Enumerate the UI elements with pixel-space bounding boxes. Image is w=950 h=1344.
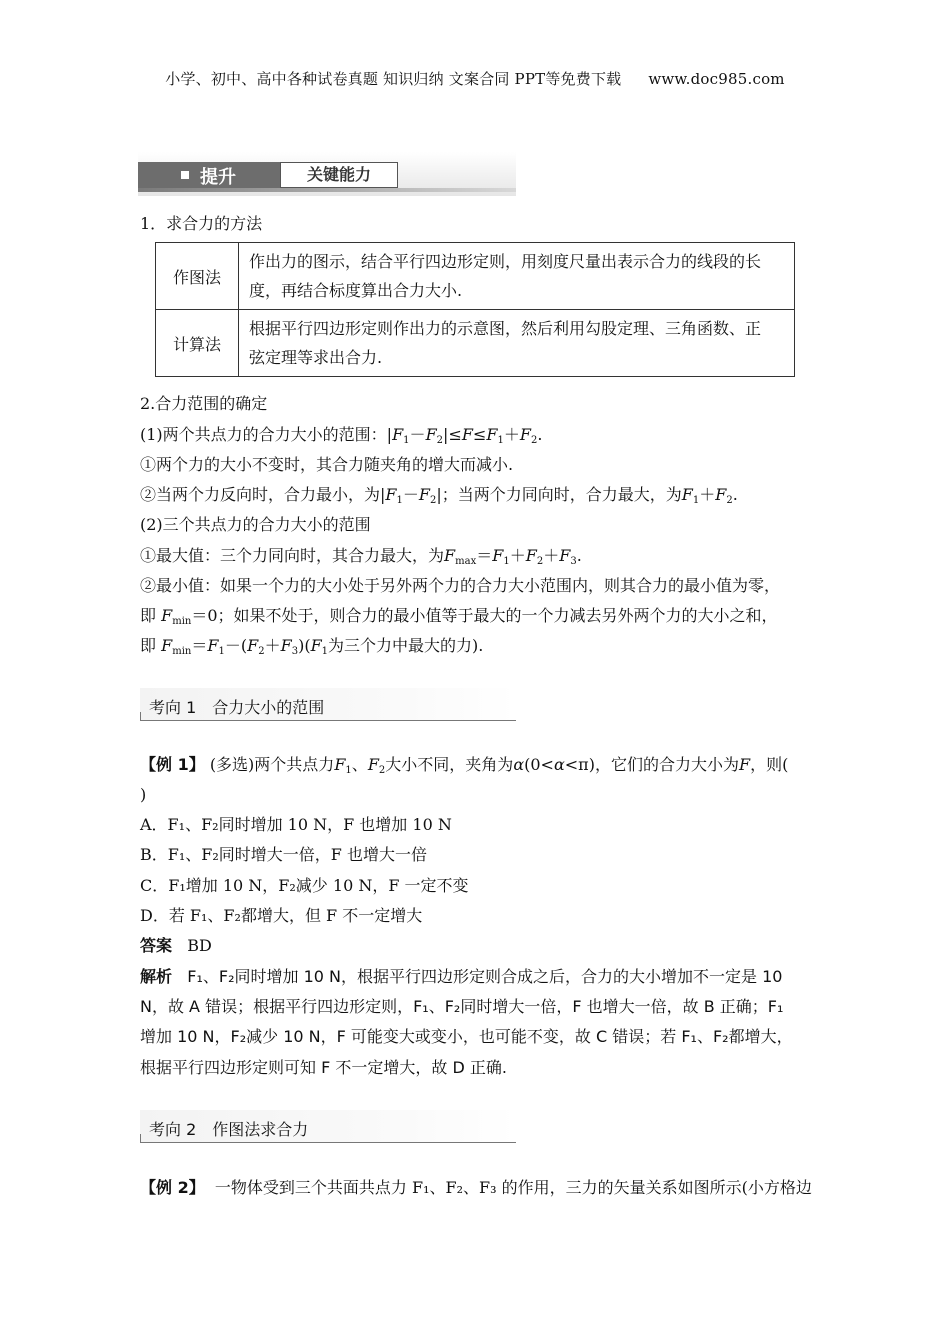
- kaoxiang1-tick: [140, 712, 141, 720]
- method-desc: [239, 243, 795, 310]
- range-two-forces: (1)两个共点力的合力大小的范围：$|F_1-F_2|\le F\le F_1+F_2$.: [140, 425, 543, 446]
- min-value: ②最小值：如果一个力的大小处于另外两个力的合力大小范围内，则其合力的最小值为零，: [140, 576, 781, 595]
- kaoxiang1-underline: [140, 720, 516, 721]
- max-value: ①最大值：三个力同向时，其合力最大，为$F_{max}=F_1+F_2+F_3$.: [140, 546, 582, 567]
- method-desc-line: 根据平行四边形定则作出力的示意图，然后利用勾股定理、三角函数、正: [249, 319, 762, 338]
- text: (多选)两个共点力: [209, 755, 335, 774]
- text: ，它们的合力大小为: [594, 755, 739, 774]
- text: 一物体受到三个共面共点力 F₁、F₂、F₃ 的作用，三力的矢量关系如图所示(小方格边: [214, 1178, 812, 1197]
- option-a: A．F₁、F₂同时增加 10 N，F 也增加 10 N: [140, 815, 452, 834]
- option-c: C．F₁增加 10 N，F₂减少 10 N，F 一定不变: [140, 876, 469, 895]
- method-desc: [239, 310, 795, 377]
- analysis-line: [140, 967, 782, 987]
- rule-2: ②当两个力反向时，合力最小，为$|F_1-F_2|$；当两个力同向时，合力最大，为$F_1+F_2$.: [140, 485, 738, 506]
- analysis-line: N，故 A 错误；根据平行四边形定则，F₁、F₂同时增大一倍，F 也增大一倍，故 B 正确；F₁: [140, 997, 784, 1016]
- text: |；当两个力同向时，合力最大，为: [436, 485, 682, 504]
- analysis-line: 增加 10 N，F₂减少 10 N，F 可能变大或变小，也可能不变，故 C 错误；若 F₁、F₂都增大，: [140, 1027, 793, 1046]
- text: ②当两个力反向时，合力最小，为|: [140, 485, 386, 504]
- option-b: B．F₁、F₂同时增大一倍，F 也增大一倍: [140, 845, 427, 864]
- header-text: 小学、初中、高中各种试卷真题 知识归纳 文案合同 PPT等免费下载: [165, 70, 622, 88]
- analysis-label: 解析: [140, 967, 173, 986]
- min-value-cont: 即 $F_{min}=0$；如果不处于，则合力的最小值等于最大的一个力减去另外两个力的大小之和，: [140, 606, 778, 627]
- text: 为三个力中最大的力).: [328, 636, 484, 655]
- answer-value: BD: [187, 936, 212, 955]
- rule-1: ①两个力的大小不变时，其合力随夹角的增大而减小.: [140, 455, 514, 474]
- text: 即: [140, 636, 157, 655]
- kaoxiang1-heading: [149, 695, 324, 718]
- analysis-line: 根据平行四边形定则可知 F 不一定增大，故 D 正确.: [140, 1058, 507, 1077]
- example-label: 【例 1】: [140, 755, 205, 774]
- text: ＝0；如果不处于，则合力的最小值等于最大的一个力减去另外两个力的大小之和，: [191, 606, 778, 625]
- example2-question: [140, 1178, 812, 1198]
- kaoxiang-title: 作图法求合力: [212, 1120, 309, 1139]
- banner-dark-tab: [138, 162, 280, 188]
- answer-line: [140, 936, 212, 956]
- section2-title: 2.合力范围的确定: [140, 394, 268, 413]
- example1-question-cont: ): [140, 785, 147, 804]
- text: 大小不同，夹角为: [385, 755, 514, 774]
- section1-title: 1．求合力的方法: [140, 214, 263, 233]
- option-d: D．若 F₁、F₂都增大，但 F 不一定增大: [140, 906, 423, 925]
- answer-label: 答案: [140, 936, 173, 955]
- method-name: 计算法: [156, 310, 239, 377]
- analysis-text: F₁、F₂同时增加 10 N，根据平行四边形定则合成之后，合力的大小增加不一定是 10: [187, 967, 783, 986]
- banner-dark-label: 提升: [200, 167, 236, 188]
- text: ①最大值：三个力同向时，其合力最大，为: [140, 546, 445, 565]
- page-header: [0, 68, 950, 89]
- example1-question: 【例 1】 (多选)两个共点力$F_1$、$F_2$大小不同，夹角为α(0<α<π)，它们的合力大小为F，则(: [140, 755, 789, 776]
- method-desc-line: 度，再结合标度算出合力大小.: [249, 281, 463, 300]
- kaoxiang2-underline: [140, 1142, 516, 1143]
- example-label: 【例 2】: [140, 1178, 205, 1197]
- text: ，则(: [750, 755, 789, 774]
- kaoxiang2-heading: [149, 1117, 308, 1140]
- min-value-formula: 即 $F_{min}=F_1-(F_2+F_3)(F_1$为三个力中最大的力).: [140, 636, 484, 657]
- text: (1)两个共点力的合力大小的范围：|: [140, 425, 393, 444]
- square-bullet-icon: [181, 171, 189, 179]
- banner-light-label: 关键能力: [280, 162, 398, 188]
- kaoxiang-label: 考向 2: [149, 1120, 197, 1139]
- kaoxiang-label: 考向 1: [149, 698, 197, 717]
- method-name: 作图法: [156, 243, 239, 310]
- kaoxiang2-tick: [140, 1134, 141, 1142]
- header-url[interactable]: www.doc985.com: [648, 70, 785, 88]
- table-row: [156, 310, 795, 377]
- kaoxiang-title: 合力大小的范围: [212, 698, 325, 717]
- range-three-forces: (2)三个共点力的合力大小的范围: [140, 515, 371, 534]
- method-desc-line: 作出力的图示，结合平行四边形定则，用刻度尺量出表示合力的线段的长: [249, 252, 762, 271]
- table-row: [156, 243, 795, 310]
- method-desc-line: 弦定理等求出合力.: [249, 348, 383, 367]
- text: 即: [140, 606, 157, 625]
- banner-stripe: [138, 188, 516, 192]
- methods-table: [155, 242, 795, 377]
